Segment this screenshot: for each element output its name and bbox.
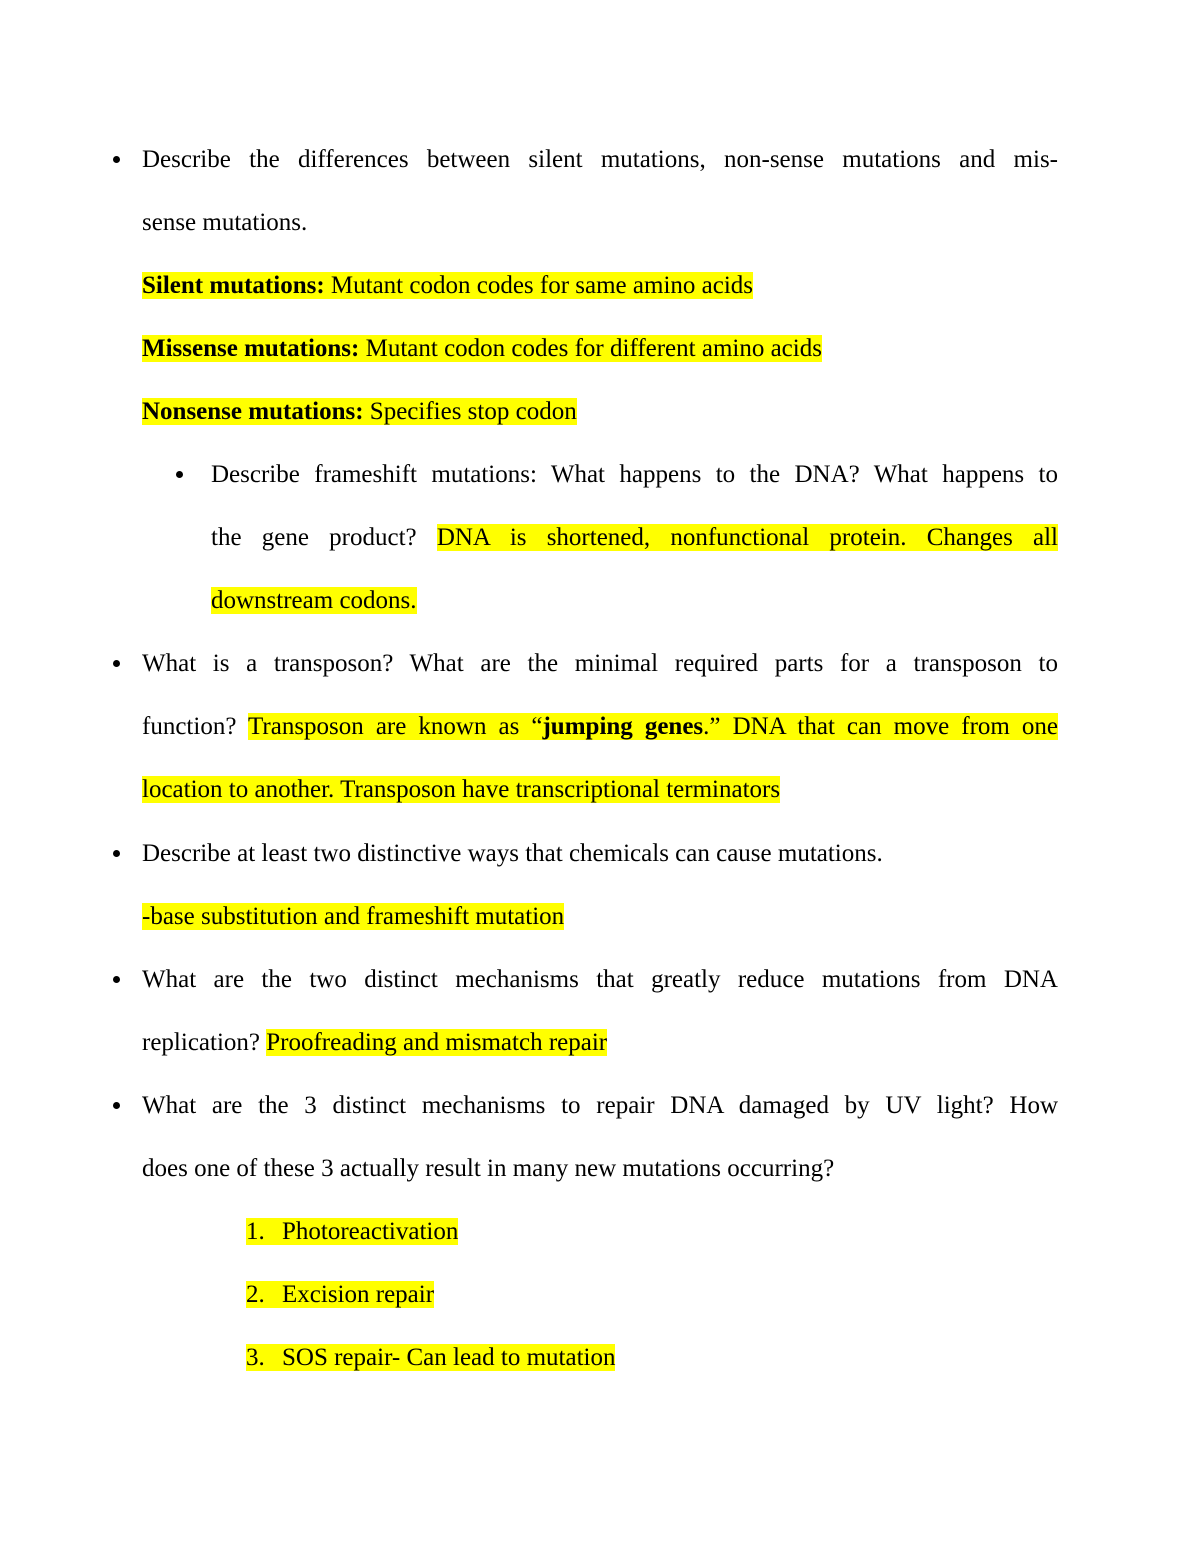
- q3-answer-b: .” DNA that can move from one: [703, 713, 1059, 740]
- q3-line2: [142, 710, 1058, 744]
- nonsense-label: Nonsense mutations:: [142, 398, 364, 425]
- q3-line3: [142, 773, 780, 807]
- list-item-text: Excision repair: [282, 1281, 435, 1308]
- q2-question: the gene product?: [211, 524, 437, 551]
- q6-line1: What are the 3 distinct mechanisms to repair DNA damaged by UV light? How: [142, 1092, 1058, 1119]
- q3-answer-a: Transposon are known as “: [248, 713, 543, 740]
- list-item: [246, 1341, 615, 1375]
- q1-line2: sense mutations.: [142, 209, 308, 236]
- q4-answer-line: [142, 900, 564, 934]
- nonsense-answer: [142, 395, 577, 429]
- q5-line1: What are the two distinct mechanisms that greatly reduce mutations from DNA: [142, 966, 1058, 993]
- bullet-q5: [113, 976, 120, 983]
- list-item-text: Photoreactivation: [282, 1218, 459, 1245]
- bullet-q6: [113, 1102, 120, 1109]
- silent-answer: [142, 269, 753, 303]
- missense-label: Missense mutations:: [142, 335, 360, 362]
- list-item-text: SOS repair- Can lead to mutation: [282, 1344, 616, 1371]
- q3-question: function?: [142, 713, 249, 740]
- q5-line2: [142, 1026, 607, 1060]
- q3-line1: What is a transposon? What are the minimal required parts for a transposon to: [142, 650, 1058, 677]
- silent-text: Mutant codon codes for same amino acids: [324, 272, 754, 299]
- q2-line2: [211, 521, 1058, 555]
- q2-line1: Describe frameshift mutations: What happens to the DNA? What happens to: [211, 461, 1058, 488]
- q4-line1: Describe at least two distinctive ways that chemicals can cause mutations.: [142, 840, 883, 867]
- q3-answer-cont: location to another. Transposon have transcriptional terminators: [142, 776, 781, 803]
- nonsense-text: Specifies stop codon: [363, 398, 577, 425]
- bullet-q3: [113, 660, 120, 667]
- q2-answer-cont: downstream codons.: [211, 587, 417, 614]
- q1-line1: Describe the differences between silent mutations, non-sense mutations and mis-: [142, 146, 1058, 173]
- q3-answer-bold: jumping genes: [542, 713, 704, 740]
- q4-answer: -base substitution and frameshift mutation: [142, 903, 565, 930]
- list-item: [246, 1278, 434, 1312]
- q2-line3: [211, 584, 417, 618]
- bullet-q2: [176, 471, 183, 478]
- list-item-number: 2.: [246, 1281, 265, 1308]
- missense-answer: [142, 332, 822, 366]
- list-item-number: 3.: [246, 1344, 265, 1371]
- missense-text: Mutant codon codes for different amino acids: [359, 335, 822, 362]
- q5-answer: Proofreading and mismatch repair: [266, 1029, 608, 1056]
- q6-line2: does one of these 3 actually result in many new mutations occurring?: [142, 1155, 835, 1182]
- q2-answer: DNA is shortened, nonfunctional protein. Changes all: [436, 524, 1058, 551]
- bullet-q1: [113, 156, 120, 163]
- list-item: [246, 1215, 458, 1249]
- silent-label: Silent mutations:: [142, 272, 325, 299]
- bullet-q4: [113, 850, 120, 857]
- q5-question: replication?: [142, 1029, 267, 1056]
- list-item-number: 1.: [246, 1218, 265, 1245]
